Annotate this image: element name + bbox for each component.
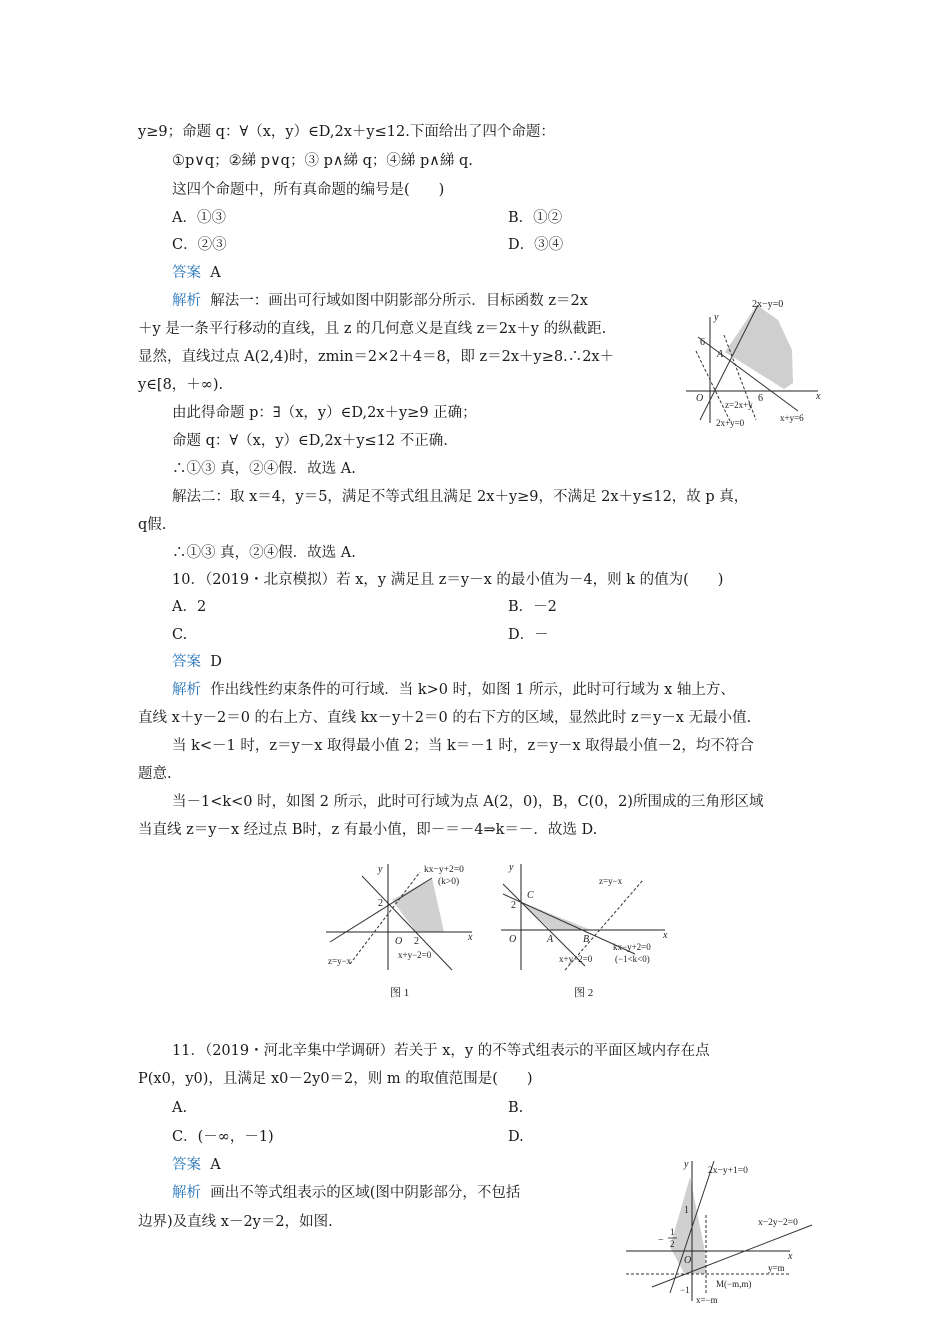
fig-label: 2: [511, 900, 516, 911]
q9-solution-line-3: 显然，直线过点 A(2,4)时，zmin＝2×2＋4＝8，即 z＝2x＋y≥8.∴2x＋: [138, 349, 615, 365]
fig-label: x: [468, 932, 473, 943]
analysis-label: 解析: [172, 682, 201, 698]
q10-option-d: D．－: [508, 627, 549, 643]
fig-label: x+y−2=0: [398, 950, 432, 960]
q9-option-b: B．①②: [508, 210, 563, 226]
answer-label: 答案: [172, 265, 201, 281]
fig-label: 2x−y=0: [752, 299, 784, 310]
fig-label: 2: [670, 1239, 675, 1249]
answer-label: 答案: [172, 1157, 201, 1173]
answer-value: A: [210, 1157, 221, 1173]
fig-label: z=y−x: [328, 956, 352, 966]
fig-label: O: [509, 934, 517, 945]
q9-solution-line-6: 命题 q：∀（x，y）∈D,2x＋y≤12 不正确.: [172, 433, 448, 449]
fig-label: x: [788, 1251, 793, 1262]
shaded-triangle: [521, 902, 591, 930]
q11-line-2: P(x0，y0)，且满足 x0－2y0＝2，则 m 的取值范围是( ): [138, 1071, 533, 1087]
fig-label: x=−m: [696, 1295, 718, 1305]
fig-label: 6: [700, 337, 705, 348]
q9-feasible-region-figure: [680, 295, 825, 430]
q10-option-a: A．2: [172, 599, 207, 615]
fig-label: −: [658, 1235, 664, 1246]
q9-solution-line-9: q假.: [138, 517, 167, 533]
q10-figure-2: [495, 858, 675, 978]
answer-value: A: [210, 265, 221, 281]
q9-option-c: C．②③: [172, 237, 227, 253]
q9-line-3: 这四个命题中，所有真命题的编号是( ): [172, 182, 445, 198]
fig-label: 1: [684, 1205, 689, 1216]
q11-figure: [622, 1155, 822, 1305]
q11-option-d: D.: [508, 1129, 524, 1145]
answer-label: 答案: [172, 654, 201, 670]
fig-label: O: [696, 393, 704, 404]
q9-solution-line-7: ∴①③ 真，②④假．故选 A.: [172, 461, 356, 477]
q10-figure-2-caption: 图 2: [574, 987, 594, 999]
fig-label: x: [816, 391, 821, 402]
fig-label: 2x−y+1=0: [708, 1166, 748, 1176]
q10-option-b: B．－2: [508, 599, 557, 615]
fig-label: x+y=6: [780, 413, 804, 423]
q9-option-a: A．①③: [172, 210, 226, 226]
fig-label: −1: [680, 1285, 690, 1295]
fig-label: x−2y−2=0: [758, 1218, 798, 1228]
q11-solution-line-1: 解析 画出不等式组表示的区域(图中阴影部分，不包括: [172, 1185, 521, 1201]
q9-option-d: D．③④: [508, 237, 564, 253]
fig-label: y: [714, 312, 719, 323]
fig-label: (k>0): [438, 877, 460, 887]
fig-label: 2x+y=0: [716, 418, 745, 428]
q10-solution-line-3: 当 k<－1 时，z＝y－x 取得最小值 2；当 k＝－1 时，z＝y－x 取得最小值－2，均不符合: [172, 738, 754, 754]
fig-label: O: [395, 936, 403, 947]
fig-label: C: [527, 890, 534, 901]
q9-solution-line-1: 解析 解法一：画出可行域如图中阴影部分所示．目标函数 z＝2x: [172, 293, 588, 309]
fig-label: O: [684, 1255, 692, 1266]
q11-option-b: B.: [508, 1100, 524, 1116]
q10-solution-line-1: 解析 作出线性约束条件的可行域．当 k>0 时，如图 1 所示，此时可行域为 x 轴上方、: [172, 682, 735, 698]
q10-option-c: C.: [172, 627, 188, 643]
shaded-region: [392, 878, 444, 932]
fig-label: y: [378, 864, 383, 875]
q10-figure-1: [320, 858, 480, 978]
q9-line-2: ①p∨q；②綈 p∨q；③ p∧綈 q；④綈 p∧綈 q.: [172, 153, 473, 169]
q11-answer-row: [172, 1155, 221, 1175]
fig-label: kx−y+2=0: [613, 942, 651, 952]
fig-label: y: [684, 1159, 689, 1170]
fig-label: 2: [414, 936, 419, 947]
q11-option-c: C．(－∞，－1): [172, 1129, 274, 1145]
q9-solution-line-2: ＋y 是一条平行移动的直线，且 z 的几何意义是直线 z＝2x＋y 的纵截距.: [138, 321, 607, 337]
line-2x-plus-y-0: [696, 351, 730, 421]
fig-label: kx−y+2=0: [424, 865, 464, 875]
fig-label: B: [583, 934, 590, 945]
q9-solution-line-8: 解法二：取 x＝4，y＝5，满足不等式组且满足 2x＋y≥9，不满足 2x＋y≤12，故 p 真，: [172, 489, 749, 505]
fig-label: x+y−2=0: [559, 954, 593, 964]
fig-label: A: [717, 349, 724, 360]
q9-solution-line-5: 由此得命题 p：∃（x，y）∈D,2x＋y≥9 正确；: [172, 405, 477, 421]
fig-label: z=y−x: [599, 876, 623, 886]
fig-label: (−1<k<0): [615, 954, 650, 964]
q9-solution-line-10: ∴①③ 真，②④假．故选 A.: [172, 545, 356, 561]
q10-figure-1-caption: 图 1: [390, 987, 410, 999]
fig-label: M(−m,m): [716, 1279, 752, 1289]
q9-answer-row: [172, 263, 221, 283]
fig-label: 6: [758, 393, 763, 404]
analysis-label: 解析: [172, 293, 201, 309]
q9-solution-line-4: y∈[8，＋∞).: [138, 377, 224, 393]
analysis-label: 解析: [172, 1185, 201, 1201]
q10-solution-line-2: 直线 x＋y－2＝0 的右上方、直线 kx－y＋2＝0 的右下方的区域，显然此时 z＝y－x 无最小值.: [138, 710, 752, 726]
q10-solution-line-5: 当－1<k<0 时，如图 2 所示，此时可行域为点 A(2，0)，B，C(0，2)所围成的三角形区域: [172, 794, 764, 810]
fig-label: x: [663, 930, 668, 941]
shaded-region: [725, 305, 793, 389]
fig-label: 1: [670, 1227, 675, 1237]
fig-label: z=2x+y: [725, 400, 753, 410]
fig-label: A: [547, 934, 554, 945]
fig-label: y: [509, 862, 514, 873]
fig-label: y=m: [768, 1263, 785, 1273]
q10-answer-row: [172, 652, 222, 672]
fig-label: 2: [378, 898, 383, 909]
answer-value: D: [210, 654, 222, 670]
q10-solution-line-6: 当直线 z＝y－x 经过点 B时，z 有最小值，即－＝－4⇒k＝－．故选 D.: [138, 822, 598, 838]
q11-option-a: A.: [172, 1100, 188, 1116]
q11-line-1: 11．（2019・河北辛集中学调研）若关于 x，y 的不等式组表示的平面区域内存在点: [172, 1043, 710, 1059]
q11-solution-line-2: 边界)及直线 x－2y＝2，如图.: [138, 1214, 333, 1230]
q10-stem: 10．（2019・北京模拟）若 x，y 满足且 z＝y－x 的最小值为－4，则 k 的值为( ): [172, 572, 724, 588]
q9-line-1: y≥9；命题 q：∀（x，y）∈D,2x＋y≤12.下面给出了四个命题：: [138, 124, 555, 140]
q10-solution-line-4: 题意.: [138, 766, 172, 782]
